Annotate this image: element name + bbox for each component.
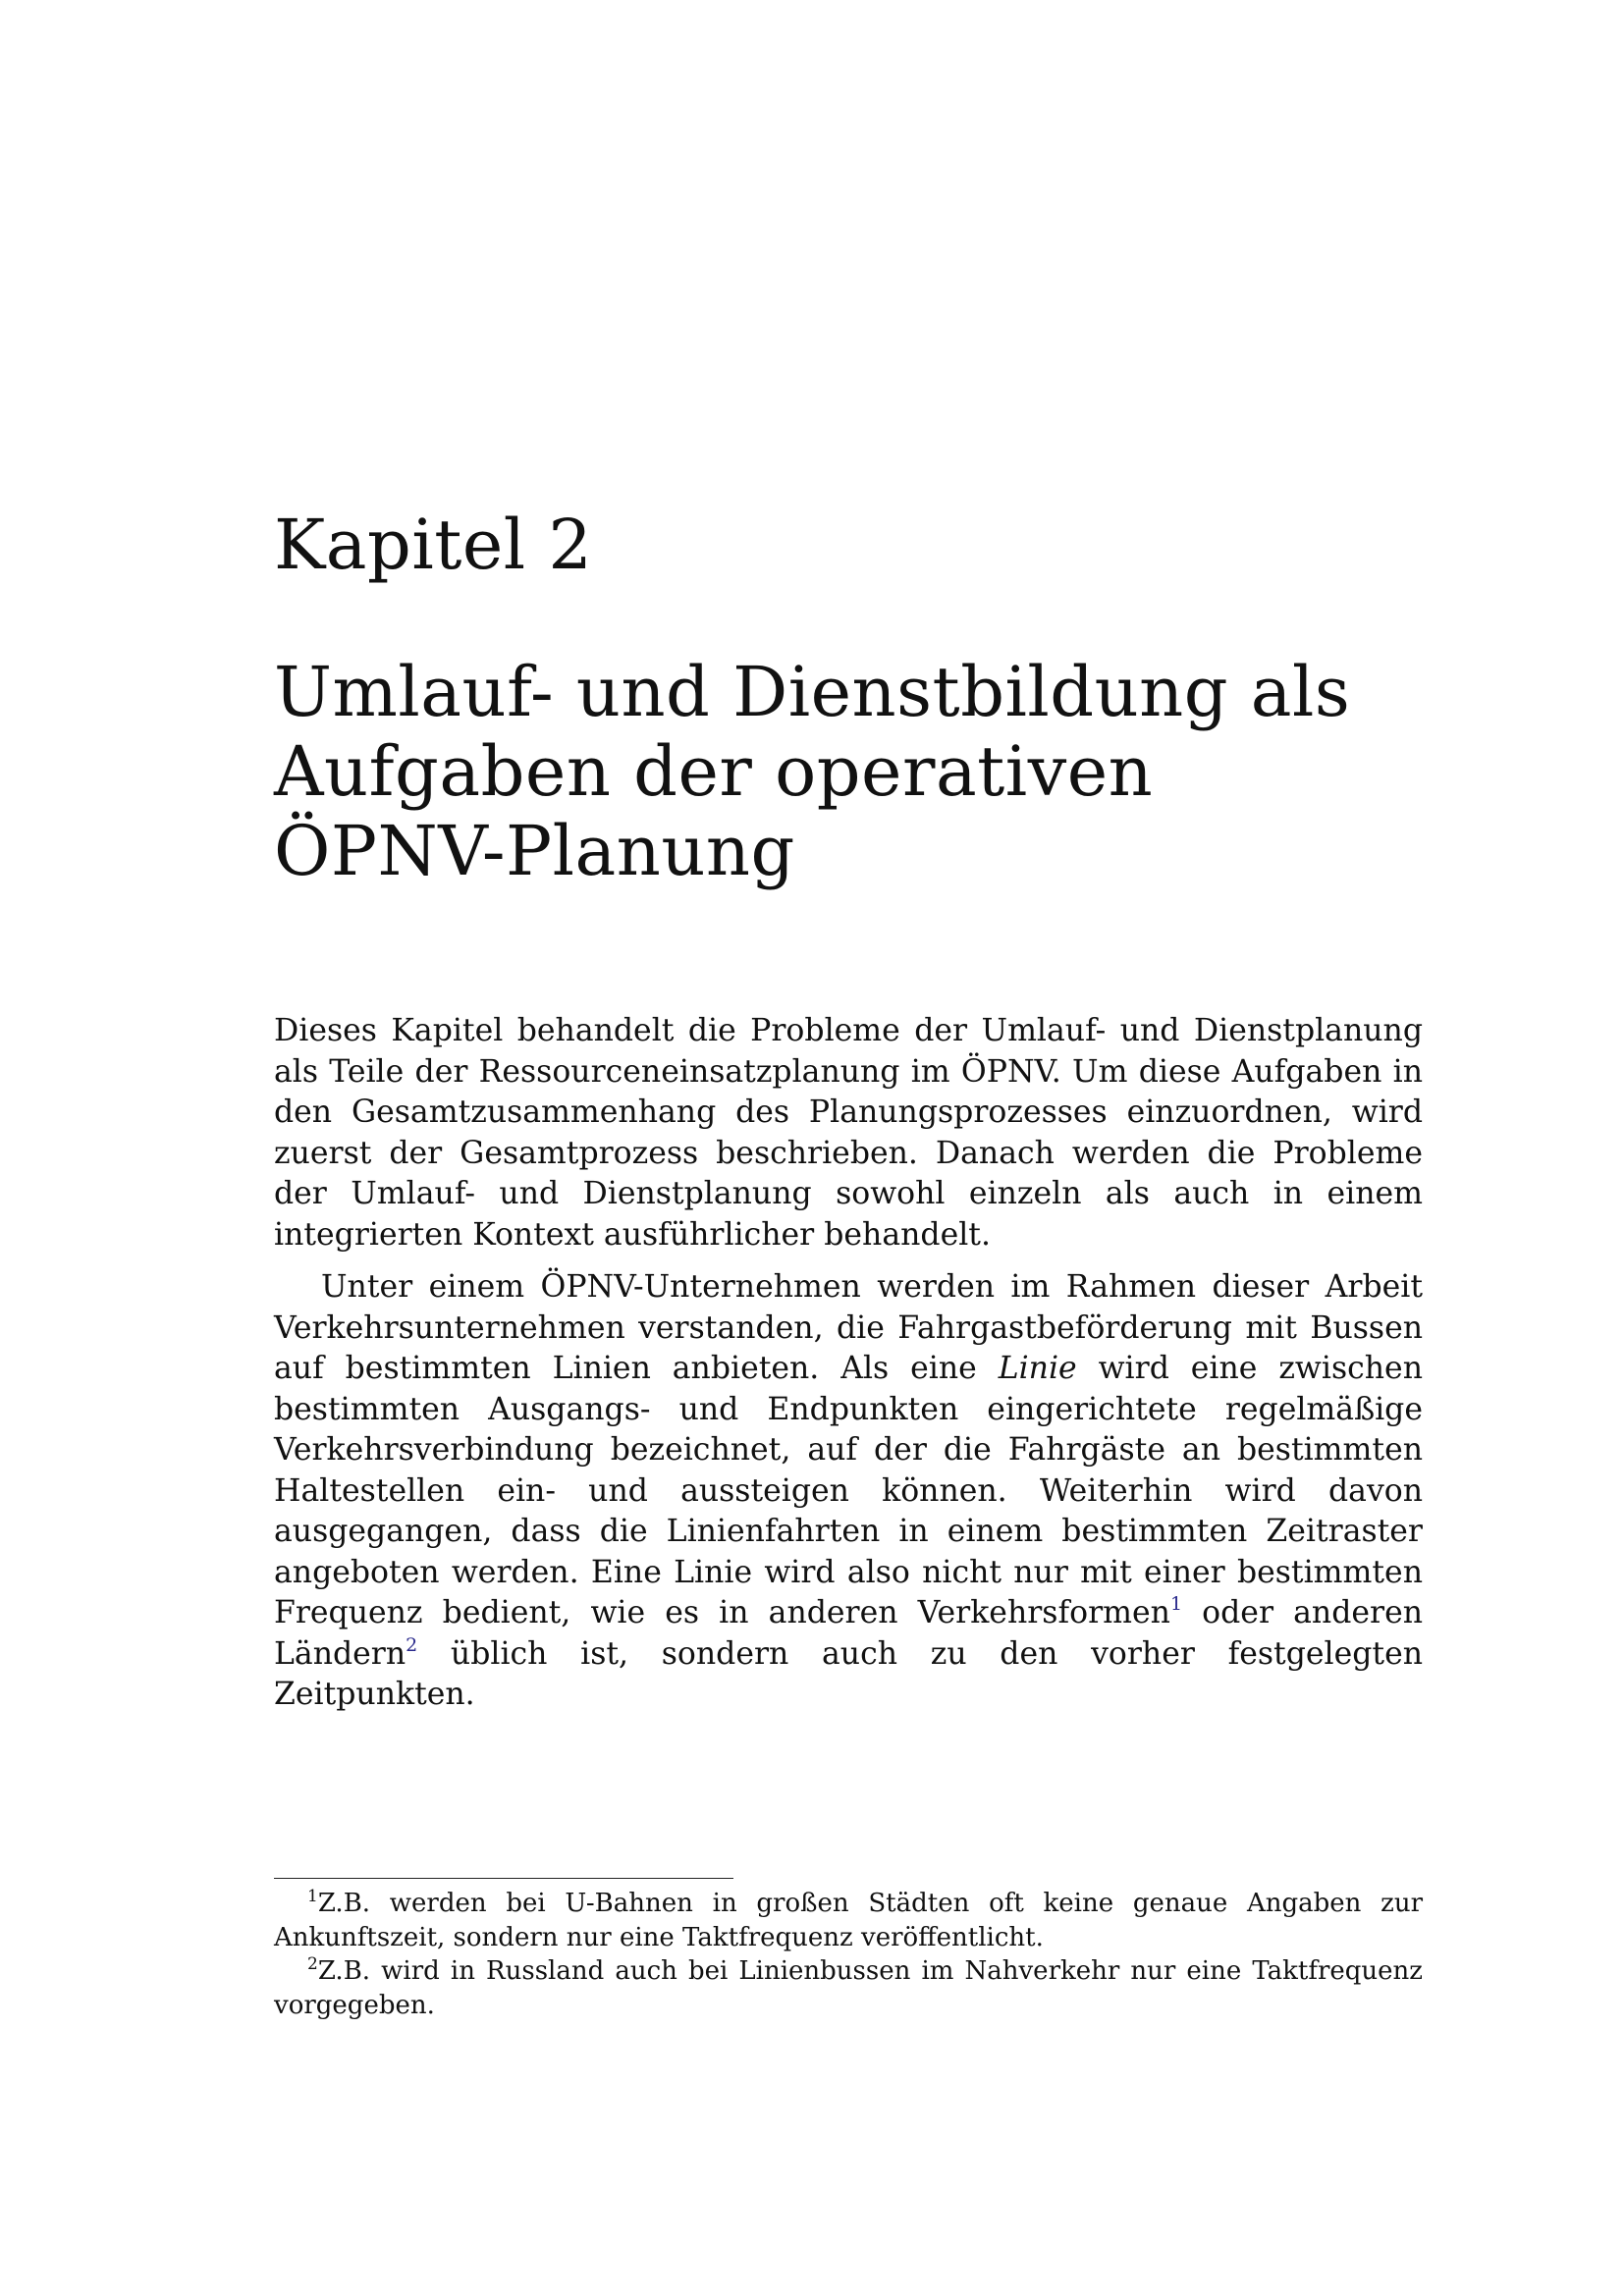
footnote-mark-2: 2	[307, 1954, 318, 1974]
body-text	[274, 1011, 1423, 1716]
chapter-title	[274, 653, 1403, 891]
paragraph-intro: Dieses Kapitel behandelt die Probleme der Umlauf- und Dienstplanung als Teile der Ressourceneinsatzplanung im ÖPNV. Um diese Aufgaben in den Gesamtzusammenhang des Planungsprozesses einzuordnen, wird zuerst der Gesamtprozess beschrieben. Danach werden die Probleme der Umlauf- und Dienstplanung sowohl einzeln als auch in einem integrierten Kontext ausführlicher behandelt.	[274, 1013, 1423, 1253]
footnote-reference-1[interactable]: 1	[1169, 1593, 1183, 1615]
paragraph-definition	[274, 1267, 1423, 1716]
footnote-reference-2[interactable]: 2	[406, 1633, 418, 1656]
footnotes	[274, 1887, 1423, 2022]
paragraph-definition-part-c: oder anderen Ländern	[274, 1595, 1423, 1672]
footnote-2	[274, 1954, 1423, 2022]
paragraph-definition-part-d: üblich ist, sondern auch zu den vorher festgelegten Zeitpunkten.	[274, 1635, 1423, 1712]
chapter-label: Kapitel 2	[274, 505, 593, 585]
footnote-mark-1: 1	[307, 1887, 318, 1906]
paragraph-definition-part-a: Unter einem ÖPNV-Unternehmen werden im Rahmen dieser Arbeit Verkehrsunternehmen verstanden, die Fahrgastbeförderung mit Bussen auf bestimmten Linien anbieten. Als eine	[274, 1269, 1423, 1386]
footnote-text-1: Z.B. werden bei U-Bahnen in großen Städten oft keine genaue Angaben zur Ankunftszeit, sondern nur eine Taktfrequenz veröffentlicht.	[274, 1889, 1423, 1952]
footnote-divider	[274, 1878, 733, 1879]
term-linie: Linie	[998, 1351, 1077, 1386]
paragraph-definition-part-b: wird eine zwischen bestimmten Ausgangs- und Endpunkten eingerichtete regelmäßige Verkehrsverbindung bezeichnet, auf der die Fahrgäste an bestimmten Haltestellen ein- und aussteigen können. Weiterhin wird davon ausgegangen, dass die Linienfahrten in einem bestimmten Zeitraster angeboten werden. Eine Linie wird also nicht nur mit einer bestimmten Frequenz bedient, wie es in anderen Verkehrsformen	[274, 1351, 1423, 1630]
footnote-1	[274, 1887, 1423, 1954]
chapter-title-line-3: ÖPNV-Planung	[274, 811, 795, 891]
footnote-text-2: Z.B. wird in Russland auch bei Linienbussen im Nahverkehr nur eine Taktfrequenz vorgegeben.	[274, 1956, 1423, 2020]
chapter-title-line-1: Umlauf- und Dienstbildung als	[274, 652, 1351, 732]
chapter-title-line-2: Aufgaben der operativen	[274, 731, 1154, 812]
